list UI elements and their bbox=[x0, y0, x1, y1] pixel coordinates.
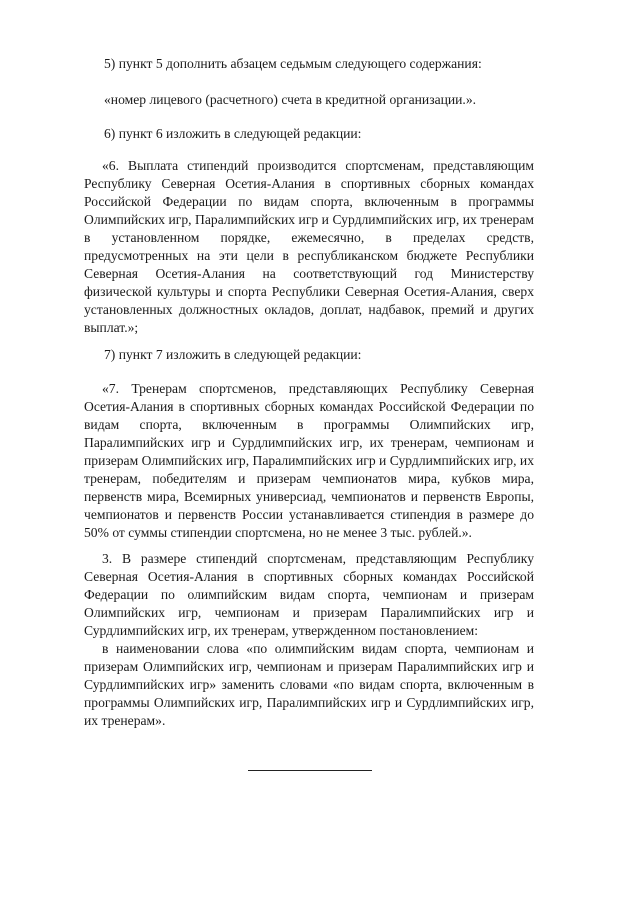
amendment-item-5: 5) пункт 5 дополнить абзацем седьмым следующего содержания: bbox=[104, 56, 482, 71]
section-3-subparagraph: в наименовании слова «по олимпийским видам спорта, чемпионам и призерам Олимпийских игр, чемпионам и призерам Паралимпийских игр и Сурдлимпийских игр» заменить словами «по видам спорта, включенным в программы Олимпийских игр, Паралимпийских игр и Сурдлимпийских игр, их тренерам». bbox=[84, 641, 534, 728]
end-rule bbox=[248, 770, 372, 771]
section-3-text: 3. В размере стипендий спортсменам, представляющим Республику Северная Осетия-Алания в спортивных сборных командах Российской Федерации по олимпийским видам спорта, чемпионам и призерам Олимпийских игр, чемпионам и призерам Паралимпийских игр и Сурдлимпийских игр, их тренерам, утвержденном постановлением: bbox=[84, 551, 534, 638]
amendment-item-6: 6) пункт 6 изложить в следующей редакции: bbox=[104, 126, 362, 141]
paragraph-7-text: «7. Тренерам спортсменов, представляющих Республику Северная Осетия-Алания в спортивных сборных командах Российской Федерации по видам спорта, включенным в программы Олимпийских игр, Паралимпийских игр и Сурдлимпийских игр, их тренерам, чемпионам и призерам Олимпийских игр, Паралимпийских игр и Сурдлимпийских игр, их тренерам, победителям и призерам чемпионатов мира, кубков мира, первенств мира, Всемирных универсиад, чемпионатов и первенств Европы, чемпионатов и первенств России устанавливается стипендия в размере до 50% от суммы стипендии спортсмена, но не менее 3 тыс. рублей.». bbox=[84, 381, 534, 540]
paragraph-6-text: «6. Выплата стипендий производится спортсменам, представляющим Республику Северная Осетия-Алания в спортивных сборных командах Российской Федерации по видам спорта, включенным в программы Олимпийских игр, Паралимпийских игр и Сурдлимпийских игр, их тренерам в установленном порядке, ежемесячно, в пределах средств, предусмотренных на эти цели в республиканском бюджете Республики Северная Осетия-Алания на соответствующий год Министерству физической культуры и спорта Республики Северная Осетия-Алания, сверх установленных должностных окладов, доплат, надбавок, премий и других выплат.»; bbox=[84, 158, 534, 335]
amendment-item-7: 7) пункт 7 изложить в следующей редакции: bbox=[104, 347, 362, 362]
amendment-item-5-text: «номер лицевого (расчетного) счета в кредитной организации.». bbox=[104, 92, 477, 107]
